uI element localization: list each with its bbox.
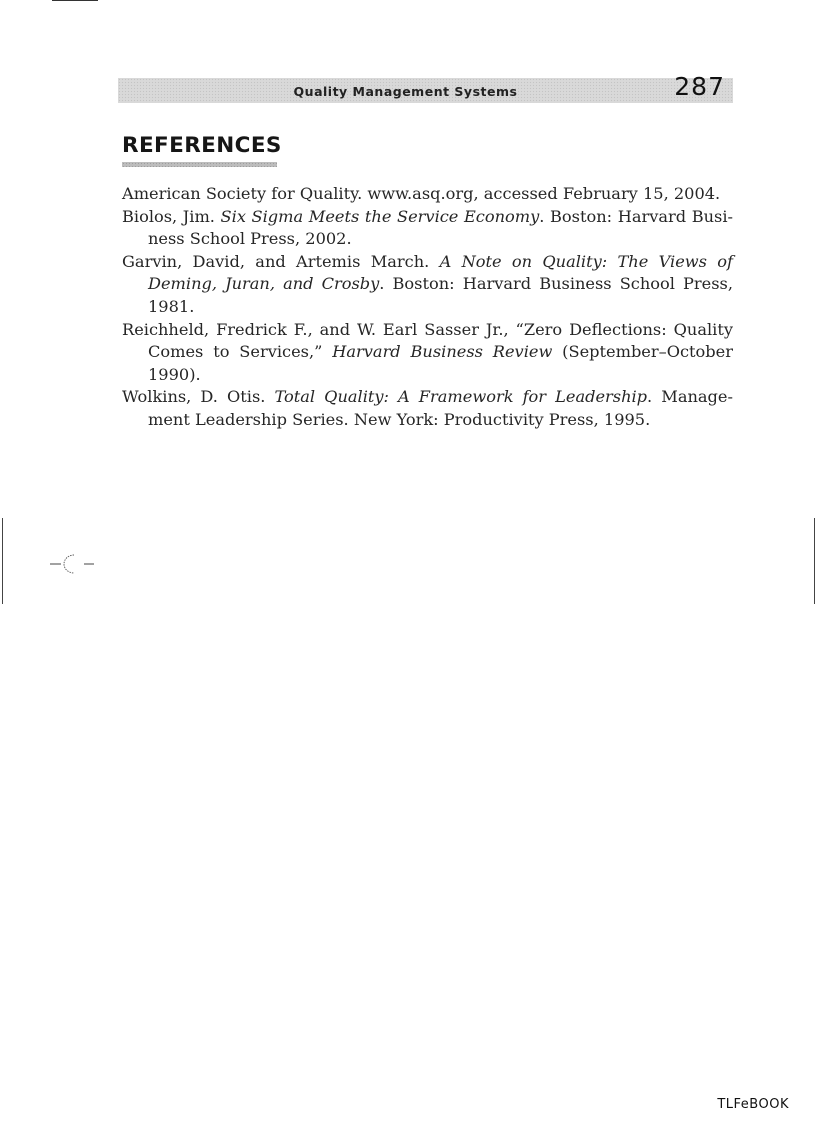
reference-entry-asq xyxy=(122,183,733,206)
reference-entry-wolkins xyxy=(122,386,733,431)
reference-text: . Management Leadership Series. New York: Productivity Press, 1995. xyxy=(148,387,733,429)
running-head-title: Quality Management Systems xyxy=(293,84,518,99)
reference-text: . Boston: Harvard Business School Press, 1981. xyxy=(148,274,734,316)
crop-mark-right xyxy=(814,518,815,604)
reference-title: Harvard Business Review xyxy=(332,342,553,362)
crop-mark-top xyxy=(52,0,98,1)
reference-entry-reichheld xyxy=(122,319,733,387)
reference-text: Wolkins, D. Otis. xyxy=(122,387,275,407)
registration-mark-icon xyxy=(50,552,100,576)
footer-watermark: TLFeBOOK xyxy=(717,1097,789,1112)
reference-text: American Society for Quality. www.asq.org, accessed February 15, 2004. xyxy=(122,184,721,203)
reference-title: A Note on Quality: The Views of Deming, Juran, and Crosby xyxy=(148,251,733,294)
heading-underline xyxy=(122,162,277,167)
reference-text: (September–October 1990). xyxy=(148,342,733,384)
reference-list xyxy=(122,183,733,432)
section-heading: REFERENCES xyxy=(122,133,282,158)
page-number: 287 xyxy=(674,72,725,101)
reference-title: Total Quality: A Framework for Leadership xyxy=(274,387,648,407)
reference-text: . Boston: Harvard Business School Press, 2002. xyxy=(148,206,733,249)
reference-text: Biolos, Jim. xyxy=(122,206,221,226)
reference-text: Garvin, David, and Artemis March. xyxy=(122,251,440,271)
reference-entry-garvin xyxy=(122,251,733,319)
reference-entry-biolos xyxy=(122,206,733,251)
crop-mark-left xyxy=(2,518,3,604)
reference-title: Six Sigma Meets the Service Economy xyxy=(220,206,540,226)
running-header xyxy=(118,72,733,103)
reference-text: Reichheld, Fredrick F., and W. Earl Sasser Jr., “Zero Deflections: Quality Comes to Services,” xyxy=(122,319,733,362)
